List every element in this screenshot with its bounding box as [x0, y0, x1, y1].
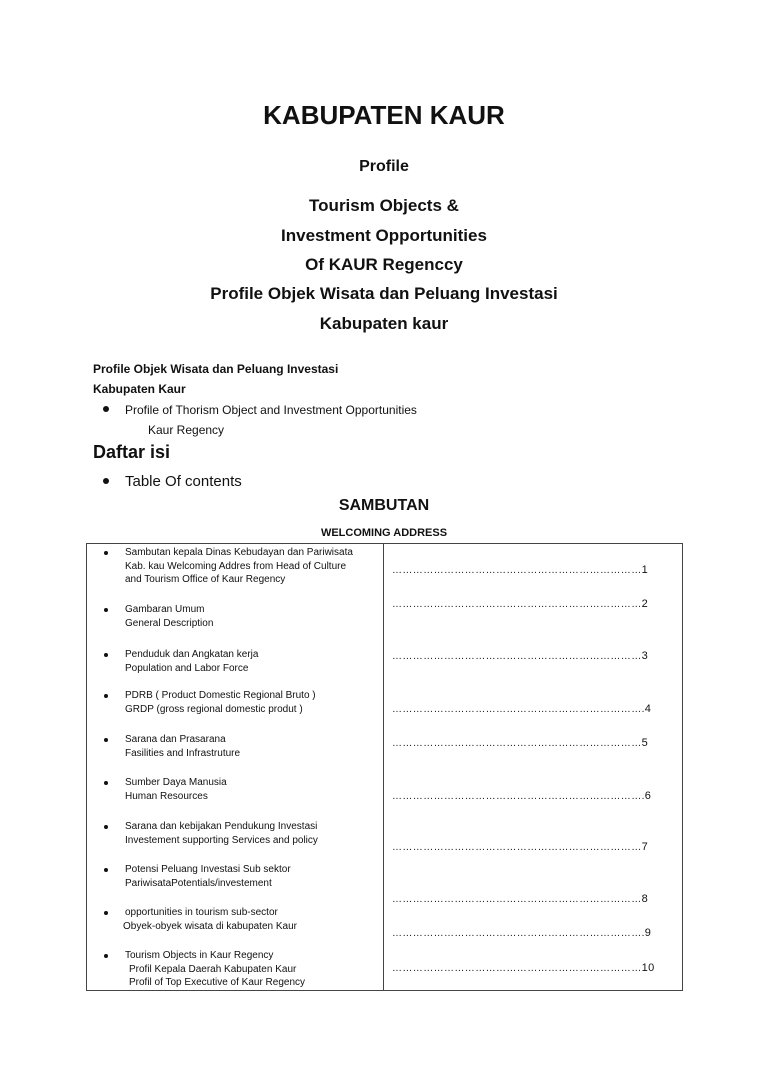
toc-item-line: Sarana dan kebijakan Pendukung Investasi	[125, 821, 318, 832]
toc-item[interactable]	[125, 776, 227, 803]
page-number: 5	[641, 737, 649, 749]
page-number: 7	[641, 841, 649, 853]
toc-page-ref[interactable]: ………………………………………………………………8	[392, 893, 649, 905]
bullet-icon	[104, 911, 108, 915]
bullet-icon	[104, 954, 108, 958]
toc-item-line: Sarana dan Prasarana	[125, 734, 226, 745]
intro-line: Kabupaten Kaur	[93, 382, 186, 396]
toc-item-line: Obyek-obyek wisata di kabupaten Kaur	[123, 920, 297, 932]
toc-page-ref[interactable]: ………………………………………………………………10	[392, 962, 655, 974]
toc-item[interactable]	[125, 820, 318, 847]
toc-item[interactable]	[125, 906, 297, 933]
subtitle-line: Of KAUR Regenccy	[305, 255, 463, 274]
toc-page-ref[interactable]: ………………………………………………………………7	[392, 841, 649, 853]
toc-item-line: PariwisataPotentials/investement	[125, 877, 272, 889]
toc-item[interactable]	[125, 546, 353, 587]
bullet-icon	[103, 406, 109, 412]
bullet-icon	[103, 478, 109, 484]
page-number: 4	[644, 703, 652, 715]
profile-bullet-line: Kaur Regency	[148, 423, 225, 437]
page-number: 1	[641, 564, 649, 576]
profile-heading: Profile	[359, 158, 409, 175]
toc-right-cell	[384, 544, 683, 991]
bullet-icon	[104, 551, 108, 555]
toc-item-line: Investement supporting Services and policy	[125, 834, 318, 846]
toc-page-ref[interactable]: ……………………………………………………………….9	[392, 927, 652, 939]
toc-item-line: Gambaran Umum	[125, 604, 205, 615]
toc-item-line: Kab. kau Welcoming Addres from Head of Culture	[125, 560, 347, 572]
intro-line: Profile Objek Wisata dan Peluang Investasi	[93, 362, 339, 376]
page-number: 8	[641, 893, 649, 905]
page-number: 2	[641, 598, 649, 610]
toc-item-line: opportunities in tourism sub-sector	[125, 907, 278, 918]
toc-item-line: Tourism Objects in Kaur Regency	[125, 950, 274, 961]
toc-item-line: Penduduk dan Angkatan kerja	[125, 649, 259, 660]
toc-page-ref[interactable]: ………………………………………………………………2	[392, 598, 649, 610]
toc-item-line: Sumber Daya Manusia	[125, 777, 227, 788]
sambutan-heading: SAMBUTAN	[338, 497, 430, 514]
subtitle-line: Profile Objek Wisata dan Peluang Investasi	[210, 284, 558, 303]
toc-item-line: Fasilities and Infrastruture	[125, 747, 241, 759]
bullet-icon	[104, 608, 108, 612]
subtitle-line: Kabupaten kaur	[319, 314, 449, 333]
toc-item[interactable]	[125, 648, 258, 675]
bullet-icon	[104, 738, 108, 742]
toc-page-ref[interactable]: ………………………………………………………………1	[392, 564, 649, 576]
toc-item[interactable]	[125, 689, 316, 716]
toc-page-ref[interactable]: ………………………………………………………………3	[392, 650, 649, 662]
toc-item[interactable]	[125, 863, 291, 890]
toc-left-cell	[87, 544, 384, 991]
toc-table	[86, 543, 683, 991]
bullet-icon	[104, 694, 108, 698]
bullet-icon	[104, 781, 108, 785]
bullet-icon	[104, 825, 108, 829]
toc-page-ref[interactable]: ……………………………………………………………….4	[392, 703, 652, 715]
toc-page-ref[interactable]: ………………………………………………………………5	[392, 737, 649, 749]
toc-item[interactable]	[125, 603, 213, 630]
page-number: 10	[641, 962, 655, 974]
page-number: 6	[644, 790, 652, 802]
toc-item[interactable]	[125, 733, 240, 760]
toc-item-line: Human Resources	[125, 790, 208, 802]
page-number: 3	[641, 650, 649, 662]
toc-item-line: GRDP (gross regional domestic produt )	[125, 703, 303, 715]
welcoming-heading: WELCOMING ADDRESS	[320, 527, 448, 539]
daftar-isi-heading: Daftar isi	[93, 442, 171, 462]
toc-item-line: Profil Kepala Daerah Kabupaten Kaur	[129, 963, 297, 975]
toc-page-ref[interactable]: ……………………………………………………………….6	[392, 790, 652, 802]
toc-item[interactable]	[125, 949, 305, 990]
bullet-icon	[104, 653, 108, 657]
profile-bullet-line: Profile of Thorism Object and Investment Opportunities	[125, 403, 417, 417]
toc-item-line: Potensi Peluang Investasi Sub sektor	[125, 864, 291, 875]
toc-item-line: General Description	[125, 617, 214, 629]
document-title: KABUPATEN KAUR	[263, 100, 505, 130]
bullet-icon	[104, 868, 108, 872]
toc-item-line: and Tourism Office of Kaur Regency	[125, 574, 286, 585]
subtitle-line: Investment Opportunities	[281, 226, 487, 245]
toc-item-line: Population and Labor Force	[125, 662, 249, 674]
page-number: 9	[644, 927, 652, 939]
table-of-contents-label: Table Of contents	[125, 473, 242, 490]
subtitle-line: Tourism Objects &	[309, 196, 459, 215]
toc-item-line: PDRB ( Product Domestic Regional Bruto )	[125, 690, 316, 701]
toc-item-line: Sambutan kepala Dinas Kebudayan dan Pariwisata	[125, 547, 353, 558]
toc-item-line: Profil of Top Executive of Kaur Regency	[129, 977, 306, 988]
